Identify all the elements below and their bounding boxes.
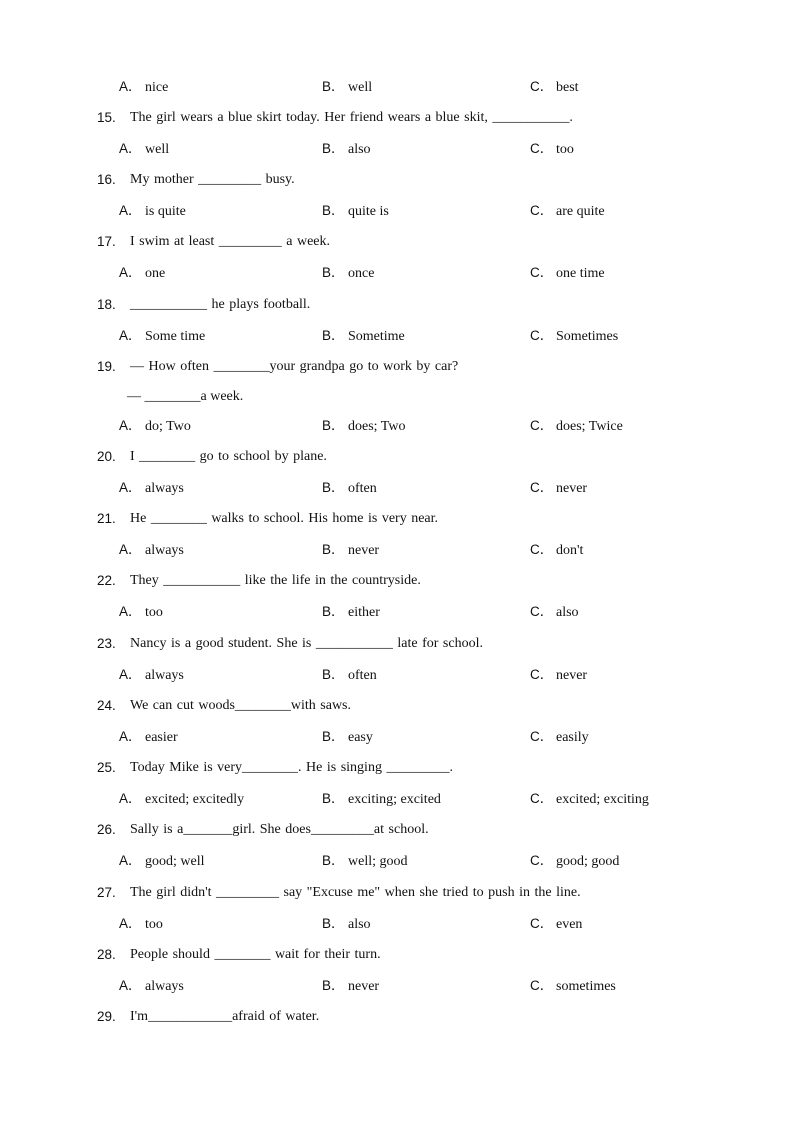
option-letter: C． xyxy=(530,203,554,218)
option-letter: C． xyxy=(530,480,554,495)
option-text: is quite xyxy=(145,204,186,219)
option-letter: A． xyxy=(119,418,142,433)
option-text: do; Two xyxy=(145,419,191,434)
question-number: 17. xyxy=(97,234,116,249)
option-text: also xyxy=(348,917,371,932)
option-b xyxy=(322,665,377,686)
question-row xyxy=(0,1007,794,1027)
option-a xyxy=(119,727,178,748)
option-a xyxy=(119,263,165,284)
option-a xyxy=(119,540,184,561)
question-text: They ___________ like the life in the countryside. xyxy=(130,573,421,588)
option-a xyxy=(119,665,184,686)
option-c xyxy=(530,976,616,997)
options-row xyxy=(0,914,794,934)
question-text: — ________a week. xyxy=(127,389,244,404)
question-number: 23. xyxy=(97,636,116,651)
option-letter: C． xyxy=(530,791,554,806)
question-continuation-row xyxy=(0,387,794,407)
options-row xyxy=(0,263,794,283)
options-row xyxy=(0,139,794,159)
option-c xyxy=(530,727,589,748)
option-letter: A． xyxy=(119,916,142,931)
options-row xyxy=(0,727,794,747)
option-b xyxy=(322,789,441,810)
option-c xyxy=(530,851,619,872)
option-a xyxy=(119,851,205,872)
option-b xyxy=(322,540,379,561)
option-c xyxy=(530,77,579,98)
option-letter: A． xyxy=(119,141,142,156)
question-text: The girl wears a blue skirt today. Her friend wears a blue skit, ___________. xyxy=(130,110,573,125)
option-c xyxy=(530,201,605,222)
option-text: are quite xyxy=(556,204,605,219)
option-letter: A． xyxy=(119,667,142,682)
option-text: good; well xyxy=(145,854,205,869)
question-text: The girl didn't _________ say "Excuse me" when she tried to push in the line. xyxy=(130,885,581,900)
option-text: often xyxy=(348,481,377,496)
option-text: nice xyxy=(145,80,169,95)
option-letter: A． xyxy=(119,604,142,619)
question-number: 20. xyxy=(97,449,116,464)
question-row xyxy=(0,696,794,716)
option-text: too xyxy=(556,142,574,157)
option-letter: A． xyxy=(119,79,142,94)
option-letter: B． xyxy=(322,978,345,993)
option-c xyxy=(530,416,623,437)
question-row xyxy=(0,509,794,529)
question-row xyxy=(0,295,794,315)
option-b xyxy=(322,976,379,997)
option-text: one time xyxy=(556,266,605,281)
question-number: 27. xyxy=(97,885,116,900)
option-c xyxy=(530,665,587,686)
option-c xyxy=(530,602,579,623)
option-text: excited; excitedly xyxy=(145,792,245,807)
option-letter: B． xyxy=(322,265,345,280)
question-number: 24. xyxy=(97,698,116,713)
option-letter: C． xyxy=(530,853,554,868)
option-text: one xyxy=(145,266,166,281)
option-text: often xyxy=(348,668,377,683)
option-text: sometimes xyxy=(556,979,616,994)
option-b xyxy=(322,326,405,347)
option-text: also xyxy=(348,142,371,157)
option-letter: B． xyxy=(322,418,345,433)
question-text: Today Mike is very________. He is singing _________. xyxy=(130,760,453,775)
option-a xyxy=(119,201,186,222)
option-letter: C． xyxy=(530,978,554,993)
option-b xyxy=(322,263,374,284)
option-letter: A． xyxy=(119,203,142,218)
option-letter: C． xyxy=(530,729,554,744)
option-text: even xyxy=(556,917,583,932)
option-text: don't xyxy=(556,543,584,558)
option-text: never xyxy=(556,668,588,683)
options-row xyxy=(0,416,794,436)
option-letter: B． xyxy=(322,141,345,156)
option-text: once xyxy=(348,266,375,281)
option-b xyxy=(322,727,373,748)
options-row xyxy=(0,326,794,346)
option-text: never xyxy=(556,481,588,496)
option-letter: A． xyxy=(119,729,142,744)
option-letter: B． xyxy=(322,667,345,682)
option-b xyxy=(322,478,377,499)
option-letter: C． xyxy=(530,328,554,343)
option-letter: B． xyxy=(322,729,345,744)
question-row xyxy=(0,108,794,128)
question-row xyxy=(0,571,794,591)
option-a xyxy=(119,602,163,623)
question-row xyxy=(0,232,794,252)
option-b xyxy=(322,201,389,222)
option-text: too xyxy=(145,605,163,620)
option-text: excited; exciting xyxy=(556,792,649,807)
question-number: 19. xyxy=(97,359,116,374)
question-row xyxy=(0,170,794,190)
option-text: does; Two xyxy=(348,419,406,434)
option-text: well; good xyxy=(348,854,408,869)
option-letter: C． xyxy=(530,418,554,433)
question-number: 25. xyxy=(97,760,116,775)
options-row xyxy=(0,665,794,685)
option-text: never xyxy=(348,543,380,558)
option-b xyxy=(322,602,380,623)
option-letter: A． xyxy=(119,853,142,868)
option-text: always xyxy=(145,668,184,683)
option-text: never xyxy=(348,979,380,994)
option-text: good; good xyxy=(556,854,620,869)
question-text: Sally is a_______girl. She does_________at school. xyxy=(130,822,429,837)
option-letter: B． xyxy=(322,480,345,495)
option-b xyxy=(322,77,372,98)
option-letter: C． xyxy=(530,542,554,557)
question-row xyxy=(0,945,794,965)
question-number: 29. xyxy=(97,1009,116,1024)
option-letter: A． xyxy=(119,265,142,280)
option-b xyxy=(322,139,371,160)
option-c xyxy=(530,326,618,347)
option-b xyxy=(322,851,408,872)
option-a xyxy=(119,326,205,347)
option-a xyxy=(119,789,244,810)
option-text: best xyxy=(556,80,579,95)
options-row xyxy=(0,789,794,809)
option-letter: A． xyxy=(119,542,142,557)
options-row xyxy=(0,540,794,560)
question-text: I ________ go to school by plane. xyxy=(130,449,327,464)
option-letter: A． xyxy=(119,791,142,806)
question-text: I swim at least _________ a week. xyxy=(130,234,331,249)
question-row xyxy=(0,758,794,778)
option-b xyxy=(322,416,405,437)
question-text: We can cut woods________with saws. xyxy=(130,698,352,713)
option-text: well xyxy=(348,80,373,95)
options-row xyxy=(0,976,794,996)
option-letter: C． xyxy=(530,141,554,156)
options-row xyxy=(0,77,794,97)
question-number: 26. xyxy=(97,822,116,837)
option-a xyxy=(119,478,184,499)
option-c xyxy=(530,263,605,284)
option-letter: C． xyxy=(530,604,554,619)
options-row xyxy=(0,602,794,622)
option-text: Sometime xyxy=(348,329,405,344)
question-row xyxy=(0,820,794,840)
option-letter: A． xyxy=(119,978,142,993)
option-c xyxy=(530,914,582,935)
option-letter: C． xyxy=(530,667,554,682)
option-letter: B． xyxy=(322,542,345,557)
option-b xyxy=(322,914,371,935)
option-text: Some time xyxy=(145,329,206,344)
option-letter: C． xyxy=(530,265,554,280)
question-text: My mother _________ busy. xyxy=(130,172,295,187)
question-number: 28. xyxy=(97,947,116,962)
question-number: 21. xyxy=(97,511,116,526)
option-c xyxy=(530,540,583,561)
option-c xyxy=(530,478,587,499)
question-text: I'm____________afraid of water. xyxy=(130,1009,320,1024)
question-text: ___________ he plays football. xyxy=(130,297,311,312)
question-number: 15. xyxy=(97,110,116,125)
option-letter: B． xyxy=(322,79,345,94)
option-c xyxy=(530,139,574,160)
option-letter: B． xyxy=(322,203,345,218)
option-letter: B． xyxy=(322,791,345,806)
question-text: People should ________ wait for their turn. xyxy=(130,947,381,962)
question-number: 22. xyxy=(97,573,116,588)
option-text: too xyxy=(145,917,163,932)
option-letter: A． xyxy=(119,480,142,495)
option-text: always xyxy=(145,481,184,496)
question-row xyxy=(0,447,794,467)
option-a xyxy=(119,77,168,98)
question-number: 18. xyxy=(97,297,116,312)
question-text: — How often ________your grandpa go to work by car? xyxy=(130,359,459,374)
question-row xyxy=(0,357,794,377)
option-text: always xyxy=(145,979,184,994)
option-letter: C． xyxy=(530,916,554,931)
option-text: quite is xyxy=(348,204,389,219)
option-a xyxy=(119,976,184,997)
option-letter: B． xyxy=(322,604,345,619)
option-c xyxy=(530,789,649,810)
option-text: well xyxy=(145,142,170,157)
option-letter: A． xyxy=(119,328,142,343)
option-a xyxy=(119,416,191,437)
option-text: easily xyxy=(556,730,589,745)
option-a xyxy=(119,139,169,160)
option-text: always xyxy=(145,543,184,558)
option-letter: B． xyxy=(322,853,345,868)
option-text: also xyxy=(556,605,579,620)
option-text: either xyxy=(348,605,380,620)
question-text: Nancy is a good student. She is ___________ late for school. xyxy=(130,636,483,651)
option-letter: B． xyxy=(322,328,345,343)
option-letter: B． xyxy=(322,916,345,931)
option-text: Sometimes xyxy=(556,329,619,344)
option-a xyxy=(119,914,163,935)
options-row xyxy=(0,478,794,498)
question-number: 16. xyxy=(97,172,116,187)
option-text: does; Twice xyxy=(556,419,623,434)
question-row xyxy=(0,634,794,654)
options-row xyxy=(0,201,794,221)
option-text: exciting; excited xyxy=(348,792,441,807)
option-text: easier xyxy=(145,730,178,745)
question-text: He ________ walks to school. His home is very near. xyxy=(130,511,439,526)
question-row xyxy=(0,883,794,903)
option-text: easy xyxy=(348,730,373,745)
options-row xyxy=(0,851,794,871)
option-letter: C． xyxy=(530,79,554,94)
